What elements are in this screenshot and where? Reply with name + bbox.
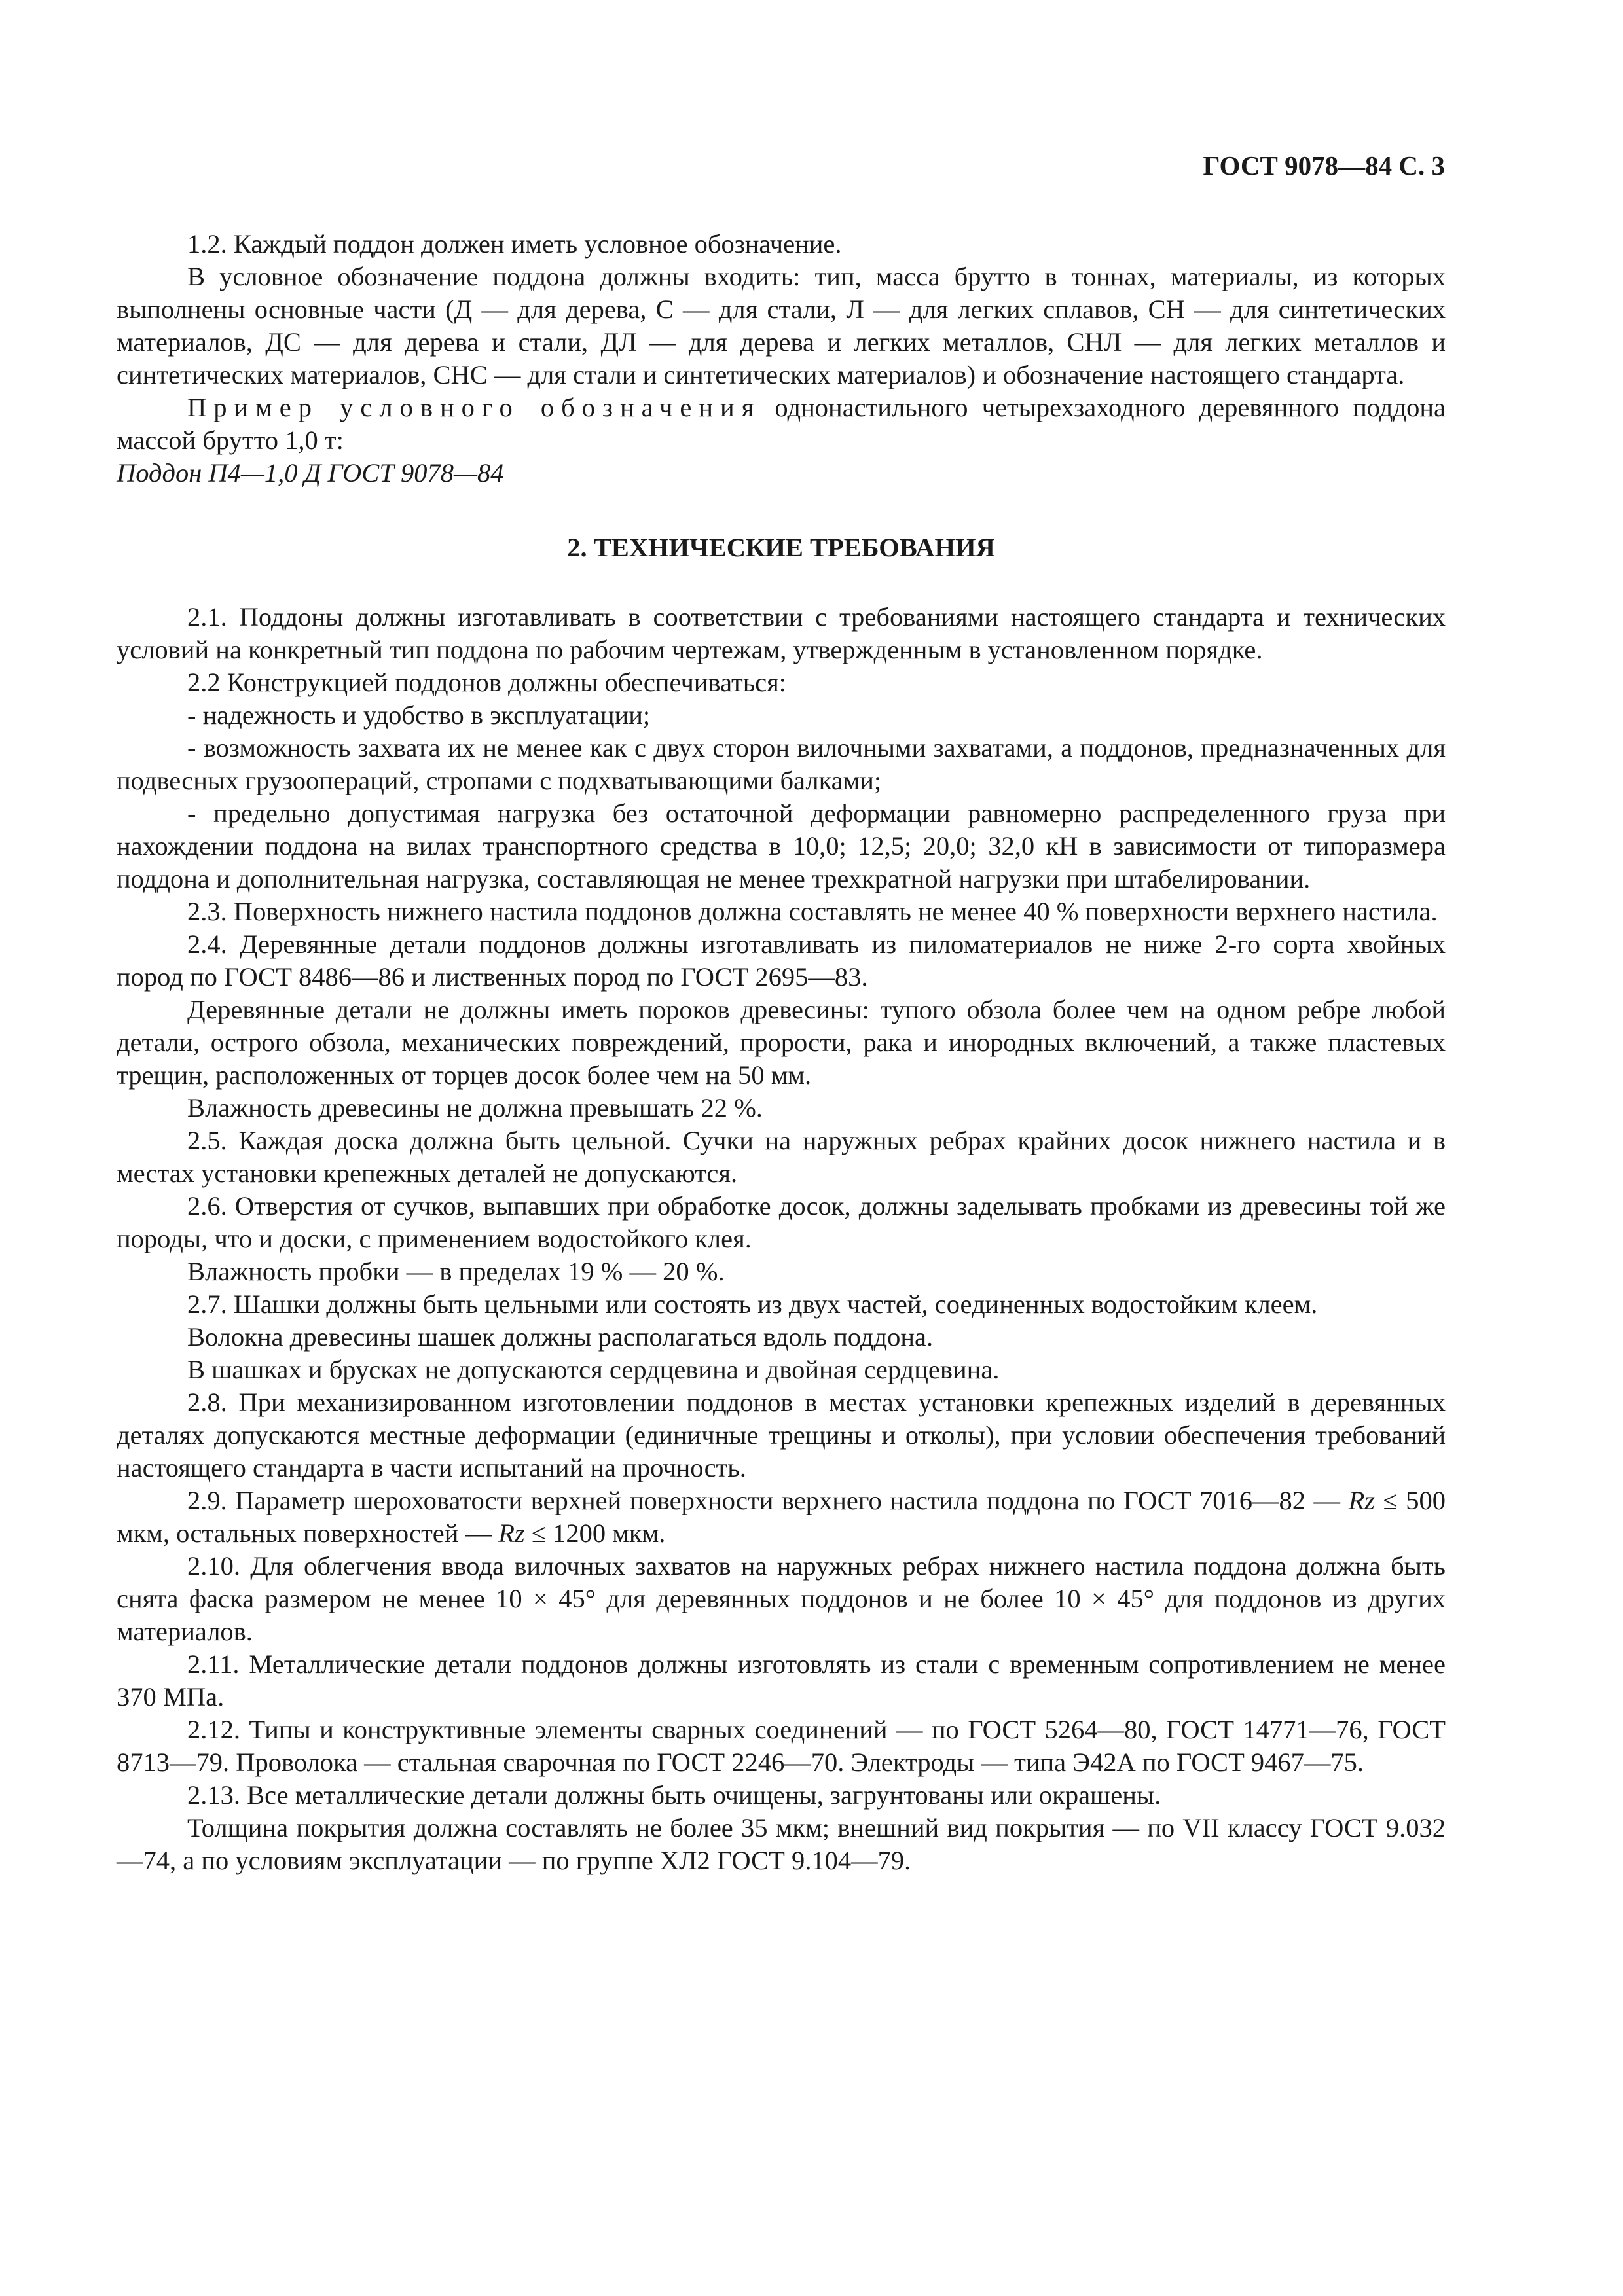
paragraph-2-12: 2.12. Типы и конструктивные элементы сварных соединений — по ГОСТ 5264—80, ГОСТ 14771—76, ГОСТ 8713—79. Проволока — стальная сварочная по ГОСТ 2246—70. Электроды — типа Э42А по ГОСТ 9467—75. — [117, 1715, 1446, 1777]
paragraph-2-7-core: В шашках и брусках не допускаются сердцевина и двойная сердцевина. — [187, 1355, 1000, 1384]
paragraph-2-2-item-3: - предельно допустимая нагрузка без остаточной деформации равномерно распределенного груза при нахождении поддона на вилах транспортного средства в 10,0; 12,5; 20,0; 32,0 кН в зависимости от типоразмера поддона и дополнительная нагрузка, составляющая не менее трехкратной нагрузки при штабелировании. — [117, 798, 1446, 893]
paragraph-2-6: 2.6. Отверстия от сучков, выпавших при обработке досок, должны заделывать пробками из древесины той же породы, что и доски, с применением водостойкого клея. — [117, 1191, 1446, 1253]
p2-9-text-b: ≤ 500 мкм, остальных поверхностей — — [117, 1486, 1446, 1548]
paragraph-2-7: 2.7. Шашки должны быть цельными или состоять из двух частей, соединенных водостойким клеем. — [187, 1289, 1318, 1319]
paragraph-2-5: 2.5. Каждая доска должна быть цельной. Сучки на наружных ребрах крайних досок нижнего настила и в местах установки крепежных деталей не допускаются. — [117, 1126, 1446, 1188]
document-body — [117, 228, 1446, 1877]
paragraph-2-2: 2.2 Конструкцией поддонов должны обеспечиваться: — [187, 668, 787, 697]
example-designation: Поддон П4—1,0 Д ГОСТ 9078—84 — [117, 458, 504, 488]
paragraph-2-4: 2.4. Деревянные детали поддонов должны изготавливать из пиломатериалов не ниже 2-го сорта хвойных пород по ГОСТ 8486—86 и лиственных пород по ГОСТ 2695—83. — [117, 929, 1446, 992]
paragraph-2-3: 2.3. Поверхность нижнего настила поддонов должна составлять не менее 40 % поверхности верхнего настила. — [187, 897, 1438, 926]
paragraph-2-7-fibers: Волокна древесины шашек должны располагаться вдоль поддона. — [187, 1322, 934, 1352]
paragraph-2-11: 2.11. Металлические детали поддонов должны изготовлять из стали с временным сопротивлением не менее 370 МПа. — [117, 1649, 1446, 1712]
paragraph-2-4-defects: Деревянные детали не должны иметь пороков древесины: тупого обзола более чем на одном ребре любой детали, острого обзола, механических повреждений, прорости, рака и инородных включений, а также пластевых трещин, расположенных от торцев досок более чем на 50 мм. — [117, 995, 1446, 1090]
paragraph-2-1: 2.1. Поддоны должны изготавливать в соответствии с требованиями настоящего стандарта и технических условий на конкретный тип поддона по рабочим чертежам, утвержденным в установленном порядке. — [117, 602, 1446, 664]
paragraph-1-2-designation-rules: В условное обозначение поддона должны входить: тип, масса брутто в тоннах, материалы, из которых выполнены основные части (Д — для дерева, С — для стали, Л — для легких сплавов, СН — для синтетических материалов, ДС — для дерева и стали, ДЛ — для дерева и легких металлов, СНЛ — для легких металлов и синтетических материалов, СНС — для стали и синтетических материалов) и обозначение настоящего стандарта. — [117, 262, 1446, 389]
paragraph-2-8: 2.8. При механизированном изготовлении поддонов в местах установки крепежных изделий в деревянных деталях допускаются местные деформации (единичные трещины и отколы), при условии обеспечения требований настоящего стандарта в части испытаний на прочность. — [117, 1388, 1446, 1482]
paragraph-2-2-item-1: - надежность и удобство в эксплуатации; — [187, 700, 651, 730]
paragraph-1-2: 1.2. Каждый поддон должен иметь условное обозначение. — [187, 229, 842, 259]
rz-symbol: Rz — [1348, 1486, 1376, 1515]
running-header: ГОСТ 9078—84 С. 3 — [1203, 151, 1445, 181]
section-title: 2. ТЕХНИЧЕСКИЕ ТРЕБОВАНИЯ — [567, 533, 995, 562]
p2-9-text-a: 2.9. Параметр шероховатости верхней поверхности верхнего настила поддона по ГОСТ 7016—82 — — [187, 1486, 1349, 1515]
p2-9-text-c: ≤ 1200 мкм. — [524, 1518, 666, 1548]
paragraph-2-9 — [117, 1484, 1446, 1550]
paragraph-example — [117, 391, 1446, 457]
example-text: однонастильного четырехзаходного деревянного поддона массой брутто 1,0 т: — [117, 393, 1446, 455]
paragraph-2-10: 2.10. Для облегчения ввода вилочных захватов на наружных ребрах нижнего настила поддона должна быть снята фаска размером не менее 10 × 45° для деревянных поддонов и не более 10 × 45° для поддонов из других материалов. — [117, 1551, 1446, 1646]
paragraph-2-4-humidity: Влажность древесины не должна превышать 22 %. — [187, 1093, 763, 1122]
paragraph-2-6-humidity: Влажность пробки — в пределах 19 % — 20 %. — [187, 1257, 725, 1286]
rz-symbol: Rz — [498, 1518, 525, 1548]
paragraph-2-13: 2.13. Все металлические детали должны быть очищены, загрунтованы или окрашены. — [187, 1780, 1161, 1810]
paragraph-2-2-item-2: - возможность захвата их не менее как с двух сторон вилочными захватами, а поддонов, предназначенных для подвесных грузоопераций, стропами с подхватывающими балками; — [117, 733, 1446, 795]
paragraph-2-13-coating: Толщина покрытия должна составлять не более 35 мкм; внешний вид покрытия — по VII классу ГОСТ 9.032—74, а по условиям эксплуатации — по группе ХЛ2 ГОСТ 9.104—79. — [117, 1813, 1446, 1875]
example-spaced-label: Пример условного обозначения — [187, 393, 761, 422]
